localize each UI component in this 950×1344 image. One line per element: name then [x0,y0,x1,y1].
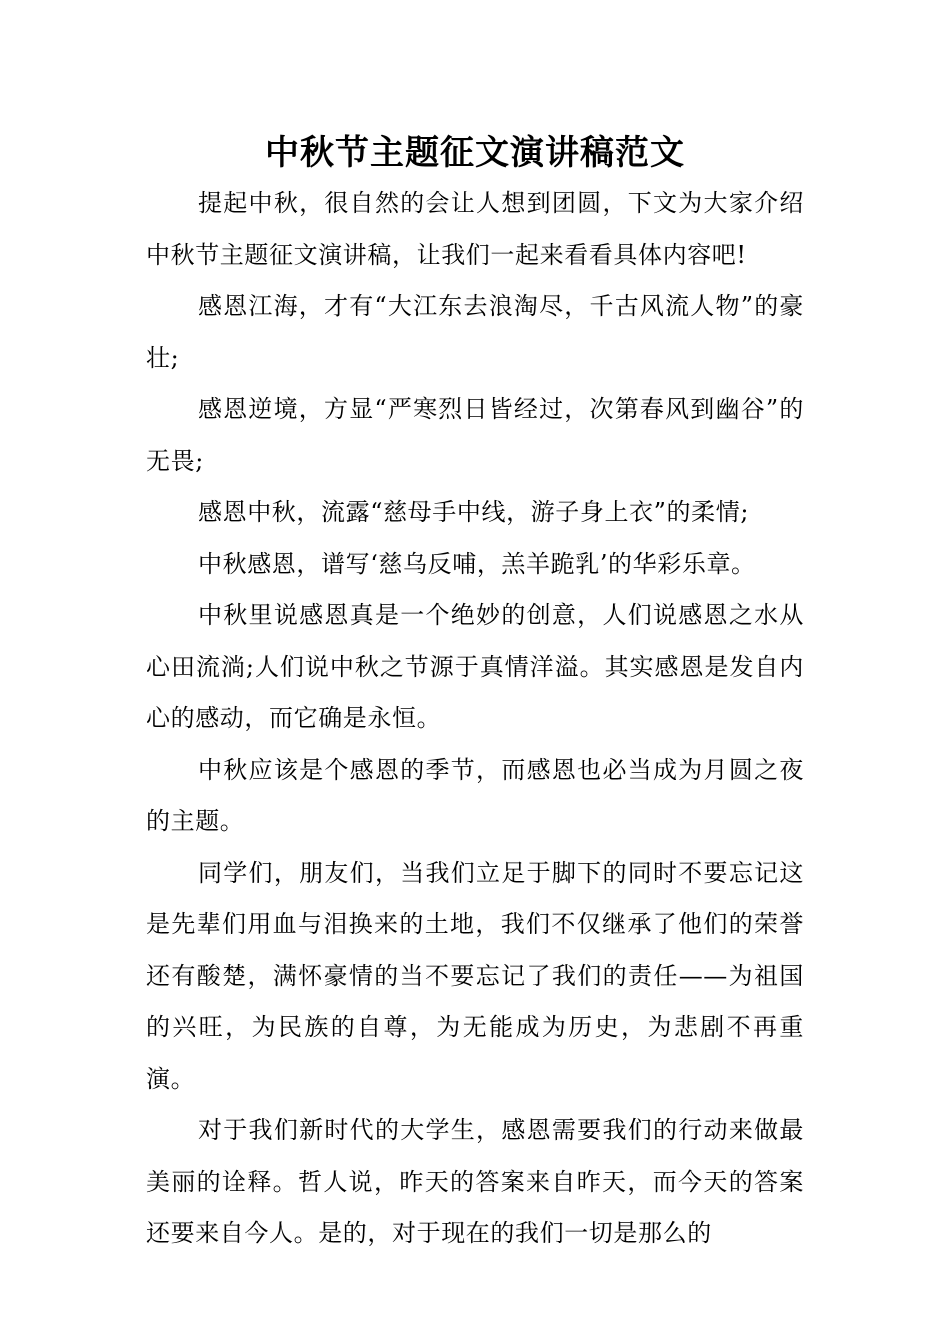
paragraph: 感恩江海，才有“大江东去浪淘尽，千古风流人物”的豪壮; [146,292,804,372]
paragraph: 感恩逆境，方显“严寒烈日皆经过，次第春风到幽谷”的无畏; [146,395,804,475]
paragraph: 提起中秋，很自然的会让人想到团圆，下文为大家介绍中秋节主题征文演讲稿，让我们一起来看看具体内容吧! [146,189,804,269]
document-title: 中秋节主题征文演讲稿范文 [265,133,685,173]
paragraph: 同学们，朋友们，当我们立足于脚下的同时不要忘记这是先辈们用血与泪换来的土地，我们不仅继承了他们的荣誉还有酸楚，满怀豪情的当不要忘记了我们的责任——为祖国的兴旺，为民族的自尊，为无能成为历史，为悲剧不再重演。 [146,858,804,1093]
paragraph: 对于我们新时代的大学生，感恩需要我们的行动来做最美丽的诠释。哲人说，昨天的答案来自昨天，而今天的答案还要来自今人。是的，对于现在的我们一切是那么的 [146,1116,804,1247]
document-body [146,178,804,1260]
paragraph: 中秋里说感恩真是一个绝妙的创意，人们说感恩之水从心田流淌;人们说中秋之节源于真情洋溢。其实感恩是发自内心的感动，而它确是永恒。 [146,601,804,732]
paragraph: 中秋感恩，谱写‘慈乌反哺，羔羊跪乳’的华彩乐章。 [198,549,756,578]
paragraph: 感恩中秋，流露“慈母手中线，游子身上衣”的柔情; [198,498,750,526]
paragraph: 中秋应该是个感恩的季节，而感恩也必当成为月圆之夜的主题。 [146,755,804,835]
